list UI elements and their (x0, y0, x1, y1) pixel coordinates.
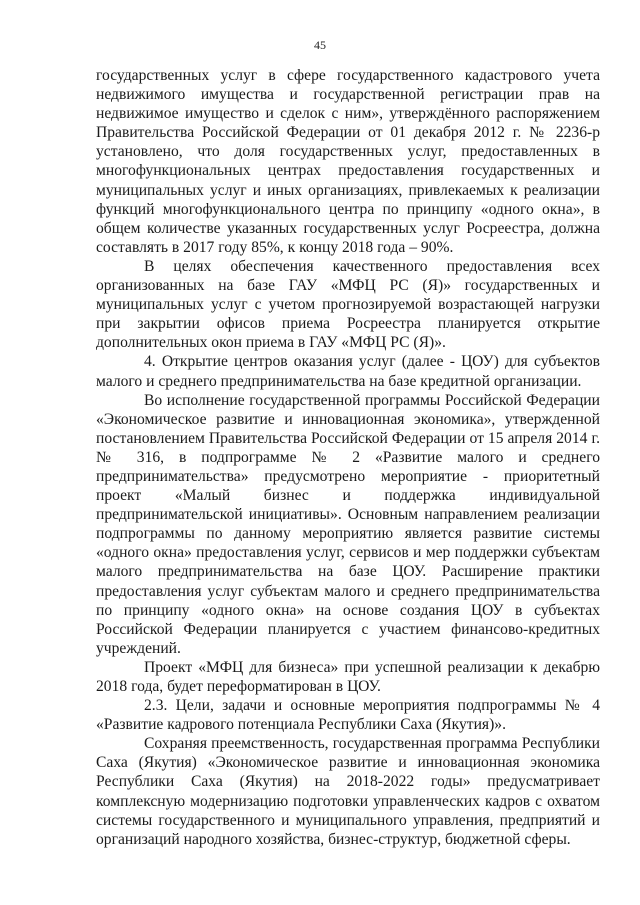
paragraph-3: 4. Открытие центров оказания услуг (далее - ЦОУ) для субъектов малого и среднего предпринимательства на базе кредитной организации. (96, 353, 600, 390)
paragraph-7: Сохраняя преемственность, государственная программа Республики Саха (Якутия) «Экономическое развитие и инновационная экономика Республики Саха (Якутия) на 2018-2022 годы» предусматривает комплексную модернизацию подготовки управленческих кадров с охватом системы государственного и муниципального управления, предприятий и организаций народного хозяйства, бизнес-структур, бюджетной сферы. (96, 735, 600, 848)
paragraph-5: Проект «МФЦ для бизнеса» при успешной реализации к декабрю 2018 года, будет переформатирован в ЦОУ. (96, 658, 600, 695)
document-body (96, 66, 600, 849)
page-number: 45 (314, 38, 326, 52)
paragraph-4: Во исполнение государственной программы Российской Федерации «Экономическое развитие и инновационная экономика», утвержденной постановлением Правительства Российской Федерации от 15 апреля 2014 г. № 316, в подпрограмме № 2 «Развитие малого и среднего предпринимательства» предусмотрено мероприятие - приоритетный проект «Малый бизнес и поддержка индивидуальной предпринимательской инициативы». Основным направлением реализации подпрограммы по данному мероприятию является развитие системы «одного окна» предоставления услуг, сервисов и мер поддержки субъектам малого предпринимательства на базе ЦОУ. Расширение практики предоставления услуг субъектам малого и среднего предпринимательства по принципу «одного окна» на основе создания ЦОУ в субъектах Российской Федерации планируется с участием финансово-кредитных учреждений. (96, 391, 600, 657)
paragraph-6: 2.3. Цели, задачи и основные мероприятия подпрограммы № 4 «Развитие кадрового потенциала Республики Саха (Якутия)». (96, 697, 600, 734)
paragraph-1: государственных услуг в сфере государственного кадастрового учета недвижимого имущества и государственной регистрации прав на недвижимое имущество и сделок с ним», утверждённого распоряжением Правительства Российской Федерации от 01 декабря 2012 г. № 2236-р установлено, что доля государственных услуг, предоставленных в многофункциональных центрах предоставления государственных и муниципальных услуг и иных организациях, привлекаемых к реализации функций многофункционального центра по принципу «одного окна», в общем количестве указанных государственных услуг Росреестра, должна составлять в 2017 году 85%, к концу 2018 года – 90%. (96, 67, 600, 256)
paragraph-2: В целях обеспечения качественного предоставления всех организованных на базе ГАУ «МФЦ РС (Я)» государственных и муниципальных услуг с учетом прогнозируемой возрастающей нагрузки при закрытии офисов приема Росреестра планируется открытие дополнительных окон приема в ГАУ «МФЦ РС (Я)». (96, 257, 600, 352)
